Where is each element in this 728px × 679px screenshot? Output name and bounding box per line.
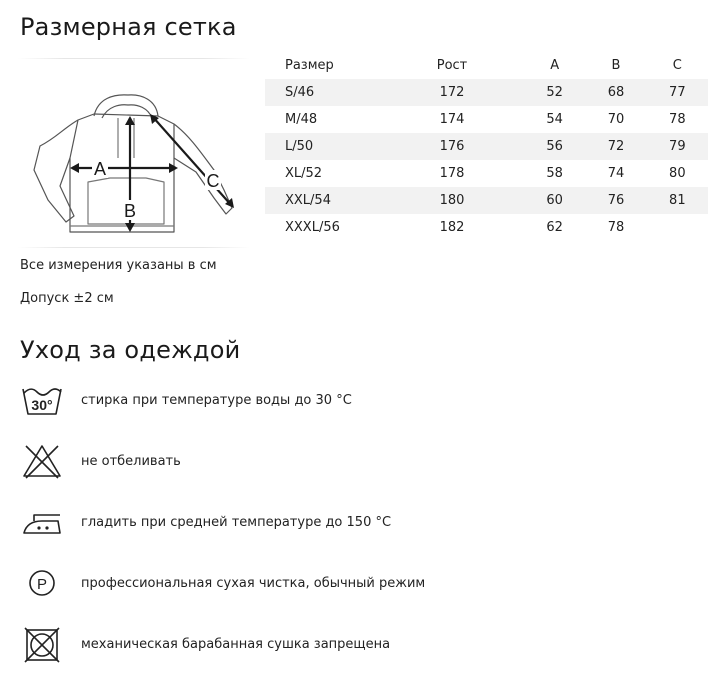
table-row: [265, 214, 708, 241]
cell-size: XXL/54: [265, 187, 380, 214]
col-b: B: [611, 58, 621, 73]
cell-b: 74: [607, 166, 625, 181]
table-row: [265, 106, 708, 133]
care-title: Уход за одеждой: [20, 336, 241, 364]
label-c: C: [206, 171, 220, 191]
dry-clean-letter: P: [36, 576, 48, 593]
cell-b: 78: [607, 220, 625, 235]
table-row: [265, 79, 708, 106]
iron-medium-icon: [20, 503, 64, 543]
cell-c: 78: [669, 112, 686, 127]
cell-c: 81: [647, 187, 708, 214]
cell-b: 76: [585, 187, 646, 214]
cell-height: 178: [439, 166, 465, 181]
table-row: [265, 187, 708, 214]
cell-size: M/48: [285, 112, 318, 127]
col-c: C: [672, 58, 682, 73]
cell-a: 60: [524, 187, 585, 214]
note-tolerance: Допуск ±2 см: [20, 291, 114, 306]
hoodie-diagram: [18, 58, 250, 248]
divider-top: [18, 58, 250, 59]
care-item-label: стирка при температуре воды до 30 °С: [81, 393, 352, 408]
cell-height: 180: [380, 187, 524, 214]
care-item-iron: [20, 503, 700, 543]
wash-temp-label: 30°: [31, 397, 53, 413]
size-chart-title: Размерная сетка: [20, 13, 237, 41]
care-item-label: не отбеливать: [81, 454, 181, 469]
table-header-row: [265, 52, 708, 79]
table-row: [265, 160, 708, 187]
label-a: A: [93, 159, 107, 179]
cell-size: L/50: [265, 133, 380, 160]
cell-b: 68: [585, 79, 646, 106]
no-tumble-dry-icon: [20, 625, 64, 665]
cell-height: 174: [439, 112, 465, 127]
size-table: [265, 52, 708, 241]
cell-b: 70: [607, 112, 625, 127]
col-size: Размер: [285, 58, 334, 73]
cell-c: 79: [647, 133, 708, 160]
cell-a: 56: [524, 133, 585, 160]
wash-30-icon: [20, 381, 64, 421]
cell-c: 80: [669, 166, 686, 181]
cell-size: XL/52: [285, 166, 323, 181]
cell-b: 72: [585, 133, 646, 160]
care-item-label: гладить при средней температуре до 150 °С: [81, 515, 392, 530]
cell-c: [647, 214, 708, 241]
hoodie-sketch-icon: [18, 58, 250, 248]
care-item-label: механическая барабанная сушка запрещена: [81, 637, 391, 652]
divider-bottom: [18, 247, 250, 248]
cell-size: XXXL/56: [285, 220, 340, 235]
cell-size: S/46: [265, 79, 380, 106]
care-item-no-bleach: [20, 442, 700, 482]
table-row: [265, 133, 708, 160]
cell-height: 182: [439, 220, 465, 235]
cell-a: 62: [546, 220, 563, 235]
cell-a: 58: [546, 166, 563, 181]
care-item-no-tumble-dry: [20, 625, 700, 665]
cell-height: 176: [380, 133, 524, 160]
cell-c: 77: [647, 79, 708, 106]
col-height: Рост: [436, 58, 468, 73]
care-item-label: профессиональная сухая чистка, обычный режим: [81, 576, 426, 591]
dry-clean-p-icon: [20, 564, 64, 604]
cell-a: 54: [546, 112, 563, 127]
col-a: A: [550, 58, 560, 73]
care-item-wash: [20, 381, 700, 421]
cell-a: 52: [524, 79, 585, 106]
care-item-dry-clean: [20, 564, 700, 604]
label-b: B: [123, 201, 137, 221]
cell-height: 172: [380, 79, 524, 106]
no-bleach-icon: [20, 442, 64, 482]
note-units: Все измерения указаны в см: [20, 258, 217, 273]
